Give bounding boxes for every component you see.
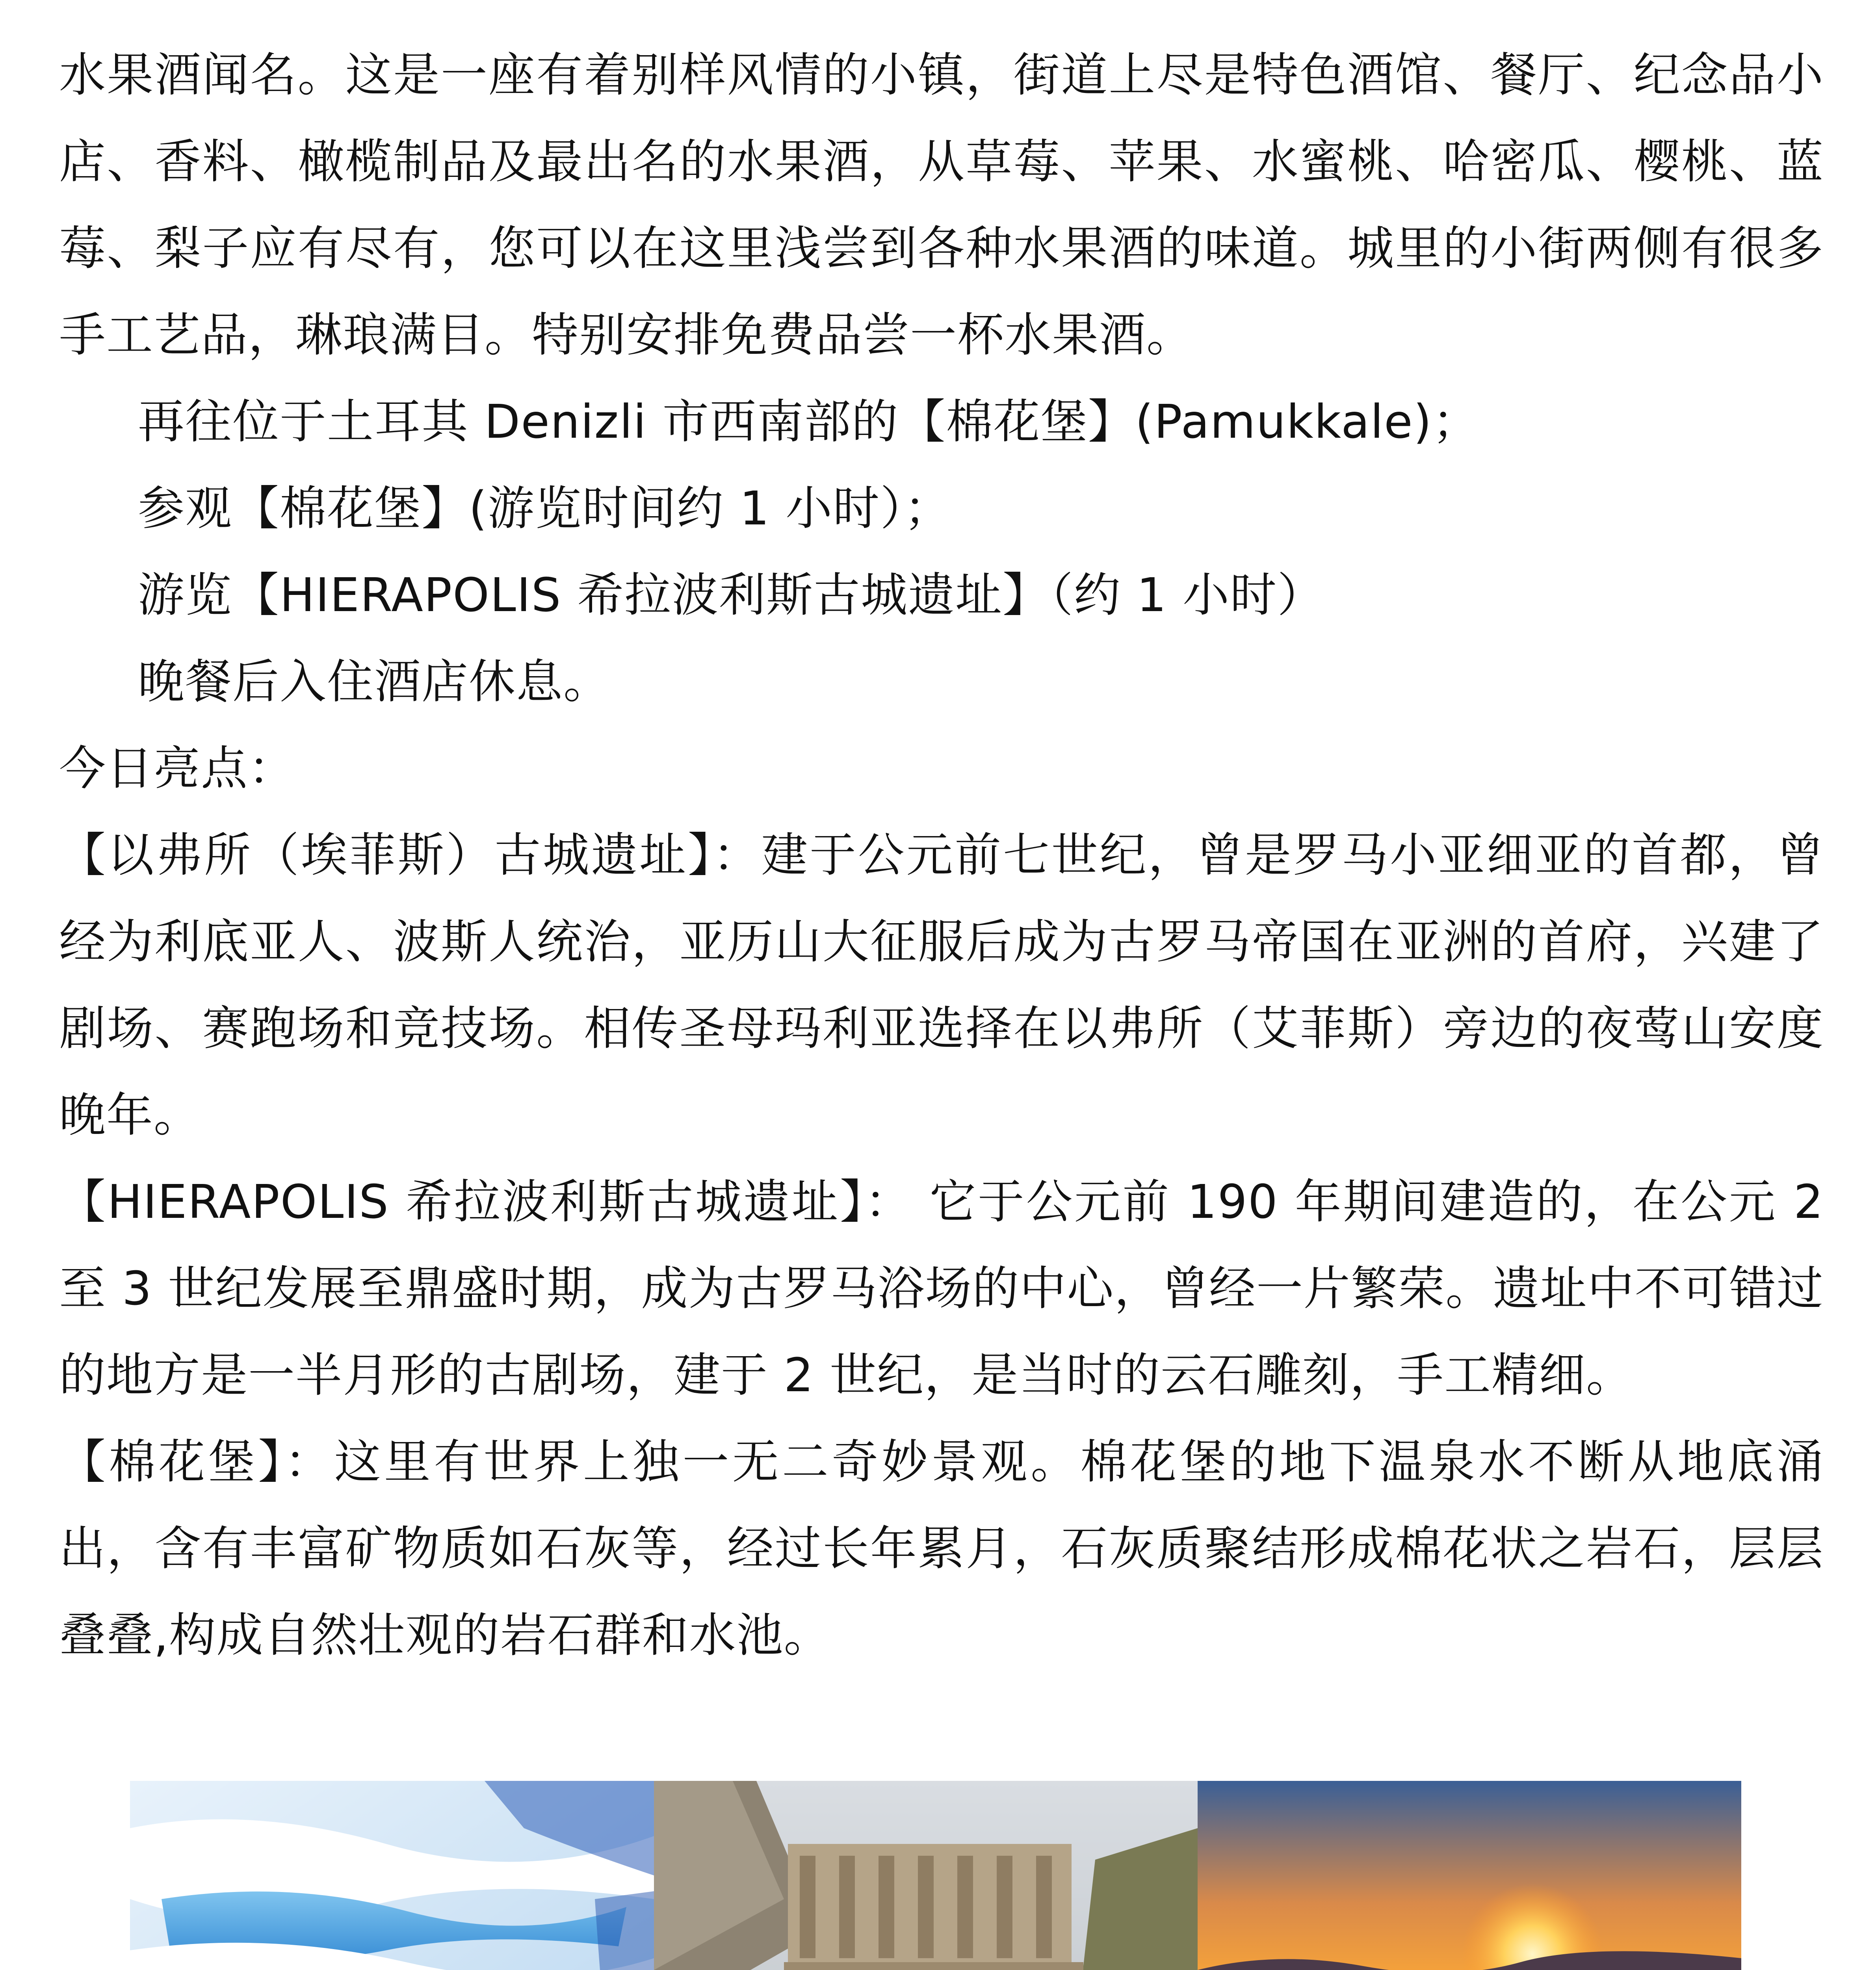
- paragraph-hotel-rest: 晚餐后入住酒店休息。: [138, 654, 611, 709]
- paragraph-pamukkale-visit: 参观【棉花堡】(游览时间约 1 小时）；: [138, 481, 952, 535]
- paragraph-fruit-wine-town: 水果酒闻名。这是一座有着别样风情的小镇，街道上尽是特色酒馆、餐厅、纪念品小店、香料、橄榄制品及最出名的水果酒，从草莓、苹果、水蜜桃、哈密瓜、樱桃、蓝莓、梨子应有尽有，您可以在这里浅尝到各种水果酒的味道。城里的小街两侧有很多手工艺品，琳琅满目。特别安排免费品尝一杯水果酒。: [59, 48, 1824, 362]
- document-body: [59, 32, 1824, 1678]
- pamukkale-terraces-photo: [130, 1781, 654, 1970]
- paragraph-pamukkale-travel: 再往位于土耳其 Denizli 市西南部的【棉花堡】(Pamukkale)；: [138, 394, 1480, 449]
- hierapolis-theatre-photo: [654, 1781, 1198, 1970]
- paragraph-ephesus: 【以弗所（埃菲斯）古城遗址】：建于公元前七世纪，曾是罗马小亚细亚的首都，曾经为利底亚人、波斯人统治，亚历山大征服后成为古罗马帝国在亚洲的首府，兴建了剧场、赛跑场和竞技场。相传圣母玛利亚选择在以弗所（艾菲斯）旁边的夜莺山安度晚年。: [59, 828, 1824, 1142]
- paragraph-hierapolis: 【HIERAPOLIS 希拉波利斯古城遗址】： 它于公元前 190 年期间建造的，在公元 2 至 3 世纪发展至鼎盛时期，成为古罗马浴场的中心，曾经一片繁荣。遗址中不可错过的地方是一半月形的古剧场，建于 2 世纪，是当时的云石雕刻，手工精细。: [59, 1175, 1824, 1402]
- paragraph-pamukkale: 【棉花堡】：这里有世界上独一无二奇妙景观。棉花堡的地下温泉水不断从地底涌出，含有丰富矿物质如石灰等，经过长年累月，石灰质聚结形成棉花状之岩石，层层叠叠,构成自然壮观的岩石群和水池。: [59, 1435, 1824, 1662]
- paragraph-hierapolis-visit: 游览【HIERAPOLIS 希拉波利斯古城遗址】（约 1 小时）: [138, 568, 1325, 622]
- highlights-label: 今日亮点：: [59, 741, 296, 795]
- photo-strip: [130, 1781, 1741, 1970]
- pamukkale-sunset-photo: [1198, 1781, 1741, 1970]
